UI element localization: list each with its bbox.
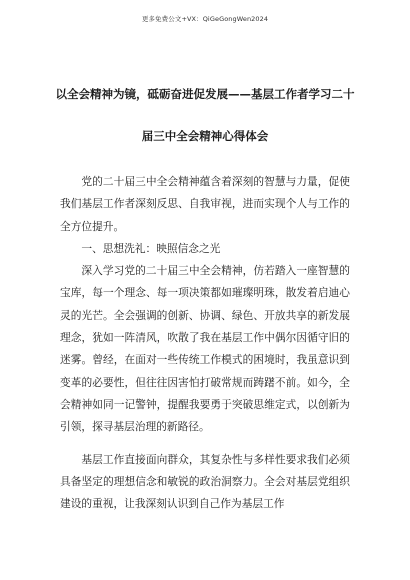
body-paragraph: 深入学习党的二十届三中全会精神，仿若踏入一座智慧的宝库，每一个理念、每一项决策都如璀璨明珠，散发着启迪心灵的光芒。全会强调的创新、协调、绿色、开放共享的新发展理念，犹如一阵清风，吹散了我在基层工作中偶尔因循守旧的迷雾。曾经，在面对一些传统工作模式的困境时，我虽意识到变革的必要性，但往往因害怕打破常规而踌躇不前。如今，全会精神如同一记警钟，提醒我要勇于突破思维定式，以创新为引领，探寻基层治理的新路径。 xyxy=(60,264,350,434)
section-heading: 一、思想洗礼：映照信念之光 xyxy=(81,241,221,255)
body-paragraph: 基层工作直接面向群众，其复杂性与多样性要求我们必须具备坚定的理想信念和敏锐的政治洞察力。全会对基层党组织建设的重视，让我深刻认识到自己作为基层工作 xyxy=(60,452,350,511)
document-body xyxy=(60,171,350,515)
document-title-line-1: 以全会精神为镜，砥砺奋进促发展——基层工作者学习二十 xyxy=(55,87,355,101)
header-note: 更多免费公文+VX：QiGeGongWen2024 xyxy=(141,15,269,23)
document-title-line-2: 届三中全会精神心得体会 xyxy=(141,129,269,143)
intro-paragraph: 党的二十届三中全会精神蕴含着深刻的智慧与力量，促使我们基层工作者深刻反思、自我审视，进而实现个人与工作的全方位提升。 xyxy=(60,175,350,233)
